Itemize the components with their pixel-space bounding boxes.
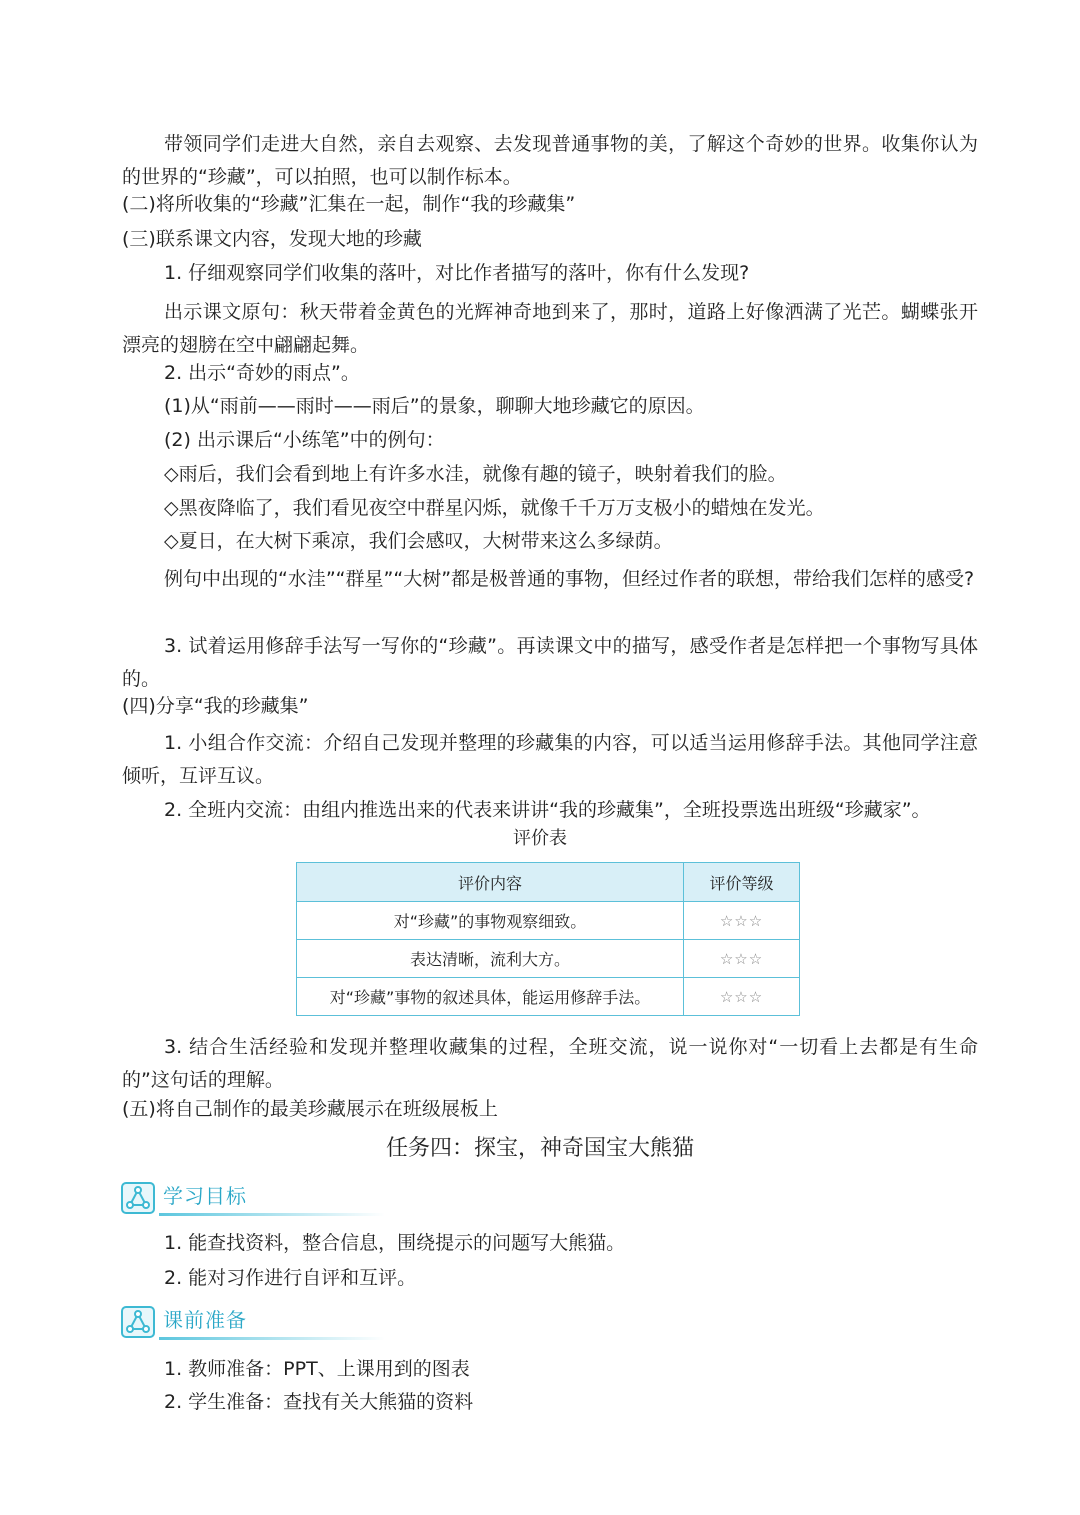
star-rating: ☆☆☆ [684, 940, 800, 978]
triangle-nodes-icon [121, 1182, 155, 1214]
question-1: 1. 仔细观察同学们收集的落叶，对比作者描写的落叶，你有什么发现? [164, 262, 750, 284]
table-row [297, 940, 800, 978]
table-row [297, 978, 800, 1016]
table-cell-content: 表达清晰，流利大方。 [297, 940, 684, 978]
paragraph-example-question: 例句中出现的“水洼”“群星”“大树”都是极普通的事物，但经过作者的联想，带给我们怎样的感受? [164, 568, 975, 590]
example-sentence-1: ◇雨后，我们会看到地上有许多水洼，就像有趣的镜子，映射着我们的脸。 [164, 463, 787, 485]
learning-goal-1: 1. 能查找资料，整合信息，围绕提示的问题写大熊猫。 [164, 1232, 626, 1254]
paragraph-intro: 带领同学们走进大自然，亲自去观察、去发现普通事物的美，了解这个奇妙的世界。收集你认为的世界的“珍藏”，可以拍照，也可以制作标本。 [122, 133, 978, 188]
paragraph-group-exchange: 1. 小组合作交流：介绍自己发现并整理的珍藏集的内容，可以适当运用修辞手法。其他同学注意倾听，互评互议。 [122, 732, 978, 787]
table-header-row [297, 863, 800, 902]
heading-step-2: (二)将所收集的“珍藏”汇集在一起，制作“我的珍藏集” [122, 193, 576, 215]
question-2-sub-2: (2) 出示课后“小练笔”中的例句： [164, 429, 445, 451]
paragraph-class-exchange: 2. 全班内交流：由组内推选出来的代表来讲讲“我的珍藏集”，全班投票选出班级“珍藏家”。 [164, 799, 931, 821]
heading-step-4: (四)分享“我的珍藏集” [122, 695, 309, 717]
star-rating: ☆☆☆ [684, 902, 800, 940]
preparation-item-2: 2. 学生准备：查找有关大熊猫的资料 [164, 1391, 474, 1413]
heading-step-3: (三)联系课文内容，发现大地的珍藏 [122, 228, 422, 250]
question-2-sub-1: (1)从“雨前——雨时——雨后”的景象，聊聊大地珍藏它的原因。 [164, 395, 705, 417]
heading-step-5: (五)将自己制作的最美珍藏展示在班级展板上 [122, 1098, 498, 1120]
section-label: 学习目标 [163, 1184, 247, 1208]
learning-goal-2: 2. 能对习作进行自评和互评。 [164, 1267, 417, 1289]
paragraph-original-sentence: 出示课文原句：秋天带着金黄色的光辉神奇地到来了，那时，道路上好像洒满了光芒。蝴蝶张开漂亮的翅膀在空中翩翩起舞。 [122, 301, 978, 356]
example-sentence-2: ◇黑夜降临了，我们看见夜空中群星闪烁，就像千千万万支极小的蜡烛在发光。 [164, 497, 825, 519]
section-label: 课前准备 [163, 1308, 247, 1332]
star-rating: ☆☆☆ [684, 978, 800, 1016]
section-underline [159, 1213, 385, 1216]
evaluation-table [296, 862, 800, 1016]
paragraph-rhetoric-task: 3. 试着运用修辞手法写一写你的“珍藏”。再读课文中的描写，感受作者是怎样把一个事物写具体的。 [122, 635, 978, 690]
triangle-nodes-icon [121, 1306, 155, 1338]
table-cell-content: 对“珍藏”事物的叙述具体，能运用修辞手法。 [297, 978, 684, 1016]
table-row [297, 902, 800, 940]
table-caption: 评价表 [513, 828, 567, 849]
task-title: 任务四：探宝，神奇国宝大熊猫 [385, 1136, 694, 1161]
table-header-grade: 评价等级 [684, 863, 800, 902]
question-2: 2. 出示“奇妙的雨点”。 [164, 362, 360, 384]
example-sentence-3: ◇夏日，在大树下乘凉，我们会感叹，大树带来这么多绿荫。 [164, 530, 673, 552]
table-cell-content: 对“珍藏”的事物观察细致。 [297, 902, 684, 940]
paragraph-life-experience: 3. 结合生活经验和发现并整理收藏集的过程，全班交流，说一说你对“一切看上去都是有生命的”这句话的理解。 [122, 1036, 978, 1091]
section-underline [159, 1337, 385, 1340]
table-header-content: 评价内容 [297, 863, 684, 902]
preparation-item-1: 1. 教师准备：PPT、上课用到的图表 [164, 1358, 470, 1380]
